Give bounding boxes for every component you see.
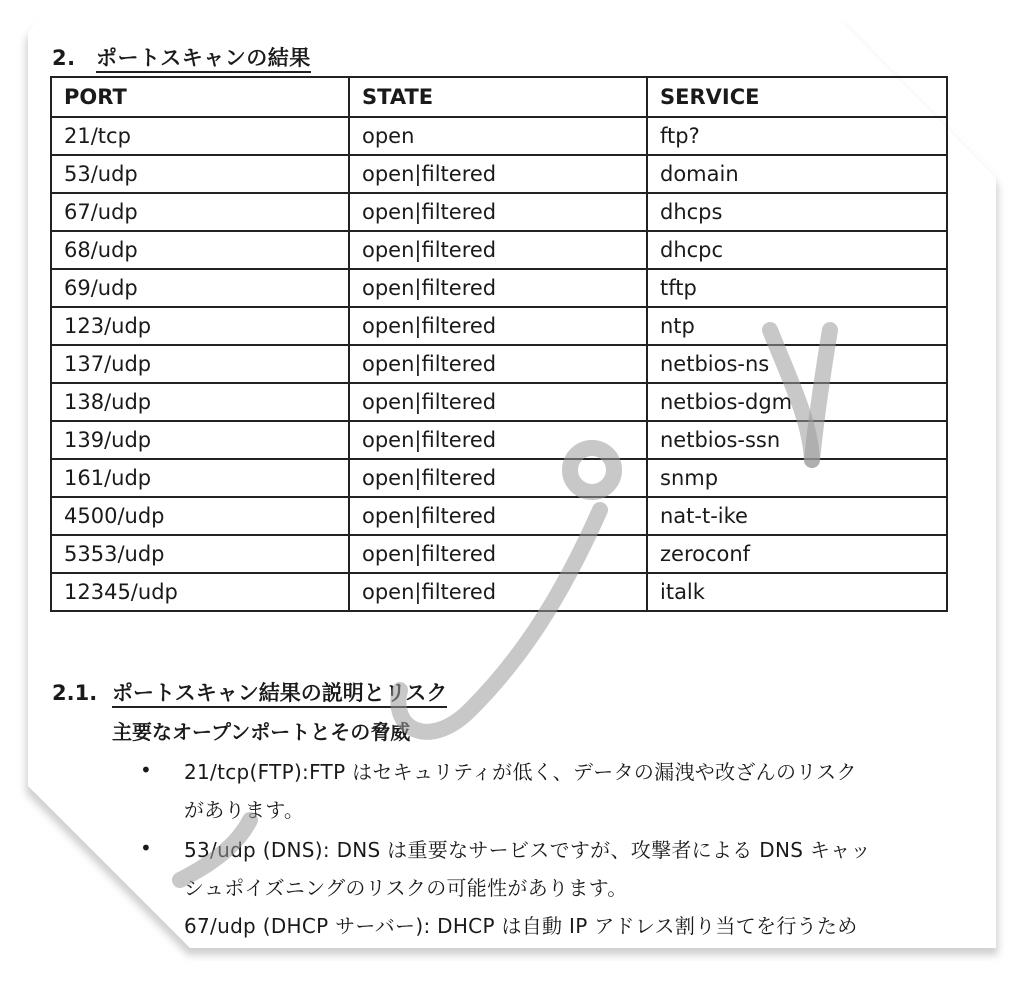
cell-state: open|filtered: [349, 383, 647, 421]
header-state: STATE: [349, 77, 647, 117]
cell-service: domain: [647, 155, 947, 193]
table-row: [51, 155, 947, 193]
cell-state: open: [349, 117, 647, 155]
cell-state: open|filtered: [349, 421, 647, 459]
table-row: [51, 269, 947, 307]
table-row: [51, 193, 947, 231]
table-row: [51, 459, 947, 497]
cell-state: open|filtered: [349, 535, 647, 573]
cell-service: italk: [647, 573, 947, 611]
cell-port: 68/udp: [51, 231, 349, 269]
cell-port: 67/udp: [51, 193, 349, 231]
cell-service: netbios-ns: [647, 345, 947, 383]
cell-state: open|filtered: [349, 573, 647, 611]
table-header-row: [51, 77, 947, 117]
bullet-text-line: シュポイズニングのリスクの可能性があります。: [184, 876, 628, 900]
cell-service: tftp: [647, 269, 947, 307]
port-scan-table: [50, 76, 948, 612]
cell-port: 5353/udp: [51, 535, 349, 573]
table-row: [51, 117, 947, 155]
cell-port: 139/udp: [51, 421, 349, 459]
cell-state: open|filtered: [349, 155, 647, 193]
cell-service: ntp: [647, 307, 947, 345]
table-row: [51, 573, 947, 611]
subsection-title: ポートスキャン結果の説明とリスク: [112, 681, 447, 708]
cell-state: open|filtered: [349, 269, 647, 307]
cell-port: 4500/udp: [51, 497, 349, 535]
cell-port: 53/udp: [51, 155, 349, 193]
threats-heading: 主要なオープンポートとその脅威: [112, 720, 411, 744]
cell-service: zeroconf: [647, 535, 947, 573]
cell-port: 12345/udp: [51, 573, 349, 611]
trailing-text-line: 67/udp (DHCP サーバー): DHCP は自動 IP アドレス割り当てを行うため: [184, 914, 858, 938]
cell-service: netbios-dgm: [647, 383, 947, 421]
table-row: [51, 307, 947, 345]
cell-port: 161/udp: [51, 459, 349, 497]
cell-port: 138/udp: [51, 383, 349, 421]
cell-port: 137/udp: [51, 345, 349, 383]
section-heading: [52, 42, 311, 72]
bullet-text-line: があります。: [184, 798, 305, 822]
subsection-heading: [52, 677, 447, 707]
cell-state: open|filtered: [349, 307, 647, 345]
table-row: [51, 497, 947, 535]
cell-service: ftp?: [647, 117, 947, 155]
cell-port: 123/udp: [51, 307, 349, 345]
table-row: [51, 383, 947, 421]
subsection-number: 2.1.: [52, 681, 98, 705]
table-row: [51, 231, 947, 269]
table-row: [51, 535, 947, 573]
cell-service: snmp: [647, 459, 947, 497]
bullet-text-line: 21/tcp(FTP):FTP はセキュリティが低く、データの漏洩や改ざんのリスク: [184, 760, 857, 784]
cell-state: open|filtered: [349, 193, 647, 231]
cell-state: open|filtered: [349, 231, 647, 269]
bullet-icon: •: [140, 758, 152, 782]
cell-state: open|filtered: [349, 497, 647, 535]
section-number: 2.: [52, 46, 76, 70]
cell-port: 21/tcp: [51, 117, 349, 155]
cell-service: dhcpc: [647, 231, 947, 269]
cell-state: open|filtered: [349, 459, 647, 497]
cell-service: netbios-ssn: [647, 421, 947, 459]
table-row: [51, 421, 947, 459]
cell-service: nat-t-ike: [647, 497, 947, 535]
cell-service: dhcps: [647, 193, 947, 231]
cell-port: 69/udp: [51, 269, 349, 307]
cell-state: open|filtered: [349, 345, 647, 383]
section-title: ポートスキャンの結果: [96, 46, 311, 73]
bullet-icon: •: [140, 836, 152, 860]
header-port: PORT: [51, 77, 349, 117]
bullet-text-line: 53/udp (DNS): DNS は重要なサービスですが、攻撃者による DNS キャッ: [184, 838, 871, 862]
header-service: SERVICE: [647, 77, 947, 117]
table-row: [51, 345, 947, 383]
